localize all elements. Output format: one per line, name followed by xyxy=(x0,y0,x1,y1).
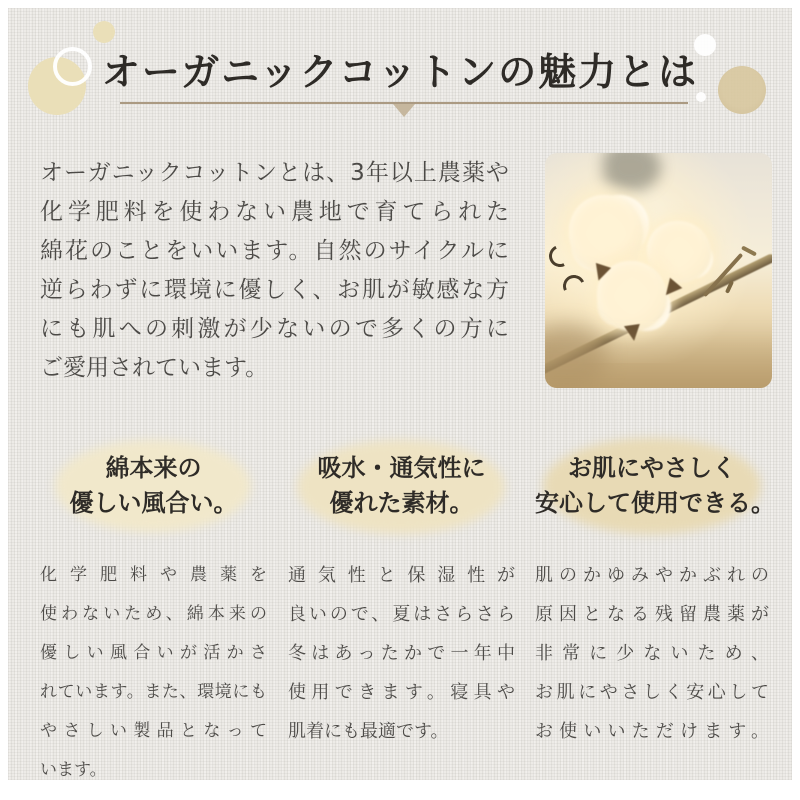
text-line: 逆らわずに環境に優しく、お肌が敏感な方 xyxy=(40,277,509,303)
text-line: 吸水・通気性に xyxy=(317,453,486,482)
cotton-plant-photo xyxy=(545,153,772,388)
text-line: 肌着にも最適です。 xyxy=(288,721,449,742)
text-line: 綿花のことをいいます。自然のサイクルに xyxy=(40,238,509,264)
text-line: 非常に少ないため、 xyxy=(535,643,769,664)
page-title: オーガニックコットンの魅力とは xyxy=(101,49,699,94)
text-line: 化学肥料を使わない農地で育てられた xyxy=(40,199,509,225)
text-line: 化学肥料や農薬を xyxy=(40,565,267,585)
text-line: 使わないため、綿本来の xyxy=(40,604,267,624)
down-triangle-icon xyxy=(393,104,415,117)
text-line: 通気性と保湿性が xyxy=(288,565,515,586)
text-line: れています。また、環境にも xyxy=(40,682,267,702)
text-line: います。 xyxy=(40,760,107,780)
text-line: 肌のかゆみやかぶれの xyxy=(535,565,769,586)
title-underline xyxy=(120,102,688,104)
text-line: 綿本来の xyxy=(105,453,202,482)
linen-panel xyxy=(8,8,792,780)
text-line: オーガニックコットンとは、3年以上農薬や xyxy=(40,160,509,186)
feature-breathability xyxy=(288,438,515,751)
text-line: 使用できます。寝具や xyxy=(288,682,515,703)
text-line: お肌にやさしく安心して xyxy=(535,682,769,703)
feature-skin-friendly xyxy=(535,438,775,751)
text-line: ご愛用されています。 xyxy=(40,355,269,381)
text-line: 良いので、夏はさらさら xyxy=(288,604,515,625)
text-line: お使いいただけます。 xyxy=(535,721,769,742)
text-line: 優しい風合いが活かさ xyxy=(40,643,267,663)
feature-heading-breathability xyxy=(288,438,515,534)
deco-circle-beige-small xyxy=(93,21,115,43)
feature-heading-texture xyxy=(40,438,267,534)
text-line: 冬はあったかで一年中 xyxy=(288,643,515,664)
text-line: 優れた素材。 xyxy=(329,488,474,517)
blurred-foreground xyxy=(545,328,772,388)
text-line: 原因となる残留農薬が xyxy=(535,604,769,625)
text-line: お肌にやさしく xyxy=(568,453,736,482)
text-line: やさしい製品となって xyxy=(40,721,267,741)
feature-body-breathability xyxy=(288,556,515,751)
intro-paragraph xyxy=(40,154,509,388)
text-line: 安心して使用できる。 xyxy=(535,488,775,517)
feature-body-texture xyxy=(40,556,267,780)
text-line: 優しい風合い。 xyxy=(69,488,238,517)
feature-texture xyxy=(40,438,267,780)
feature-heading-skin-friendly xyxy=(535,438,775,534)
text-line: にも肌への刺激が少ないので多くの方に xyxy=(40,316,509,342)
feature-body-skin-friendly xyxy=(535,556,769,751)
